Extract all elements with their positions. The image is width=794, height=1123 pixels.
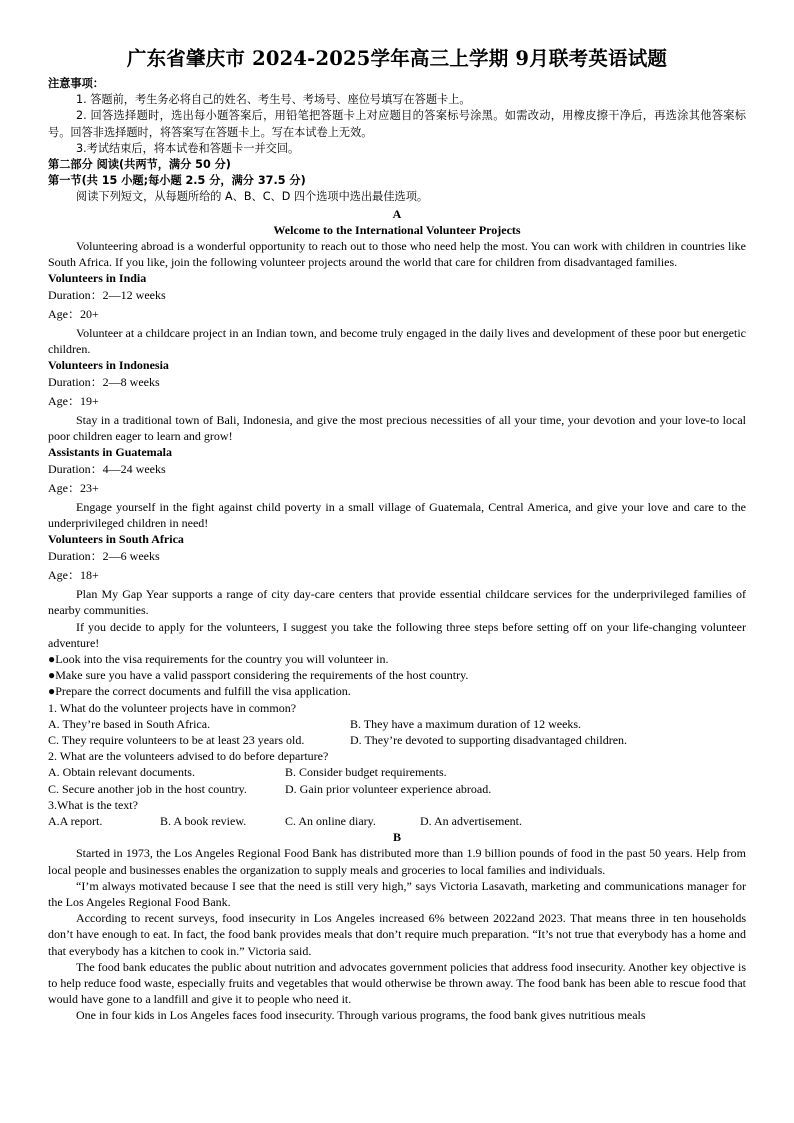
project-india — [48, 270, 746, 357]
question-stem: 3.What is the text? — [48, 797, 138, 812]
passage-b-letter: B — [392, 830, 401, 845]
project-name: Volunteers in Indonesia — [48, 358, 169, 373]
passage-b-paragraph: Started in 1973, the Los Angeles Regional Food Bank has distributed more than 1.9 billion pounds of food in the past 50 years. Help from local people and businesses enables the organization to supply meals and groceries to local families and individuals. — [48, 846, 746, 877]
question-2 — [48, 748, 746, 797]
exam-title: 广东省肇庆市 2024-2025学年高三上学期 9月联考英语试题 — [126, 47, 668, 70]
option-a: A. Obtain relevant documents. — [48, 765, 195, 780]
project-name: Volunteers in South Africa — [48, 532, 184, 547]
option-d: D. Gain prior volunteer experience abroad. — [285, 781, 492, 796]
steps-intro: If you decide to apply for the volunteers, I suggest you take the following three steps before setting off on your life-changing volunteer adventure! — [48, 619, 746, 650]
option-a: A. They’re based in South Africa. — [48, 716, 211, 731]
notes-heading: 注意事项： — [48, 77, 104, 90]
project-name: Volunteers in India — [48, 271, 147, 286]
project-desc: Volunteer at a childcare project in an Indian town, and become truly engaged in the daily lives and development of these poor but energetic children. — [48, 326, 746, 357]
passage-a-letter: A — [392, 206, 402, 221]
project-age: Age：23+ — [48, 480, 99, 495]
passage-a-intro: Volunteering abroad is a wonderful opportunity to reach out to those who need help the most. You can work with children in countries like South Africa. If you like, join the following volunteer projects around the world that care for children from disadvantaged families. — [48, 239, 746, 270]
question-stem: 1. What do the volunteer projects have in common? — [48, 700, 297, 715]
project-duration: Duration：4—24 weeks — [48, 461, 166, 476]
question-3 — [48, 797, 746, 829]
project-duration: Duration：2—12 weeks — [48, 287, 166, 302]
project-name: Assistants in Guatemala — [48, 445, 173, 460]
project-age: Age：20+ — [48, 306, 99, 321]
project-age: Age：19+ — [48, 393, 99, 408]
section-instruction: 阅读下列短文，从每题所给的 A、B、C、D 四个选项中选出最佳选项。 — [76, 190, 429, 204]
project-desc: Plan My Gap Year supports a range of city day-care centers that provide essential childcare services for the underprivileged families of nearby communities. — [48, 587, 746, 618]
note-item-3: 3.考试结束后，将本试卷和答题卡一并交回。 — [76, 141, 300, 155]
passage-b-paragraph: One in four kids in Los Angeles faces food insecurity. Through various programs, the food bank gives nutritious meals — [76, 1008, 646, 1023]
step-item: ●Make sure you have a valid passport considering the requirements of the host country. — [48, 668, 469, 683]
project-duration: Duration：2—6 weeks — [48, 548, 160, 563]
step-item: ●Prepare the correct documents and fulfill the visa application. — [48, 684, 351, 699]
option-b: B. Consider budget requirements. — [285, 765, 447, 780]
exam-page — [48, 46, 746, 1024]
question-1 — [48, 700, 746, 749]
project-desc: Stay in a traditional town of Bali, Indonesia, and give the most precious necessities of all your time, your devotion and your love-to local poor children eager to learn and grow! — [48, 413, 746, 444]
passage-b-paragraph: “I’m always motivated because I see that the need is still very high,” says Victoria Lasavath, marketing and communications manager for the Los Angeles Regional Food Bank. — [48, 878, 746, 909]
project-guatemala — [48, 444, 746, 531]
project-duration: Duration：2—8 weeks — [48, 374, 160, 389]
option-c: C. An online diary. — [285, 813, 376, 828]
note-item-2: 2. 回答选择题时，选出每小题答案后，用铅笔把答题卡上对应题目的答案标号涂黑。如需改动，用橡皮擦干净后，再选涂其他答案标号。回答非选择题时，将答案写在答题卡上。写在本试卷上无效。 — [48, 109, 746, 139]
option-d: D. They’re devoted to supporting disadvantaged children. — [350, 732, 628, 747]
option-c: C. They require volunteers to be at least 23 years old. — [48, 732, 305, 747]
project-age: Age：18+ — [48, 567, 99, 582]
project-desc: Engage yourself in the fight against child poverty in a small village of Guatemala, Central America, and give your love and care to the underprivileged children in need! — [48, 500, 746, 531]
option-c: C. Secure another job in the host country. — [48, 781, 247, 796]
part-heading: 第二部分 阅读(共两节，满分 50 分) — [48, 158, 231, 172]
option-b: B. They have a maximum duration of 12 weeks. — [350, 716, 582, 731]
passage-b-paragraph: The food bank educates the public about nutrition and advocates government policies that address food insecurity. Another key objective is to help reduce food waste, especially fruits and vegetables that would otherwise be thrown away. The food bank has been able to rescue food that would have gone to a landfill and give it to people who need it. — [48, 959, 746, 1007]
option-a: A.A report. — [48, 813, 103, 828]
section-heading: 第一节(共 15 小题;每小题 2.5 分，满分 37.5 分) — [48, 174, 306, 188]
passage-a-title: Welcome to the International Volunteer Projects — [273, 222, 521, 237]
question-stem: 2. What are the volunteers advised to do before departure? — [48, 749, 329, 764]
project-indonesia — [48, 357, 746, 444]
project-south-africa — [48, 531, 746, 618]
step-item: ●Look into the visa requirements for the country you will volunteer in. — [48, 651, 389, 666]
note-item-1: 1. 答题前，考生务必将自己的姓名、考生号、考场号、座位号填写在答题卡上。 — [76, 93, 471, 107]
option-b: B. A book review. — [160, 813, 247, 828]
passage-b-paragraph: According to recent surveys, food insecurity in Los Angeles increased 6% between 2022and 2023. That means three in ten households don’t have enough to eat. In fact, the food bank provides meals that don’t require much preparation. “It’s not true that everybody has a home and that everybody has a kitchen to cook in.” Victoria said. — [48, 911, 746, 958]
option-d: D. An advertisement. — [420, 813, 522, 828]
